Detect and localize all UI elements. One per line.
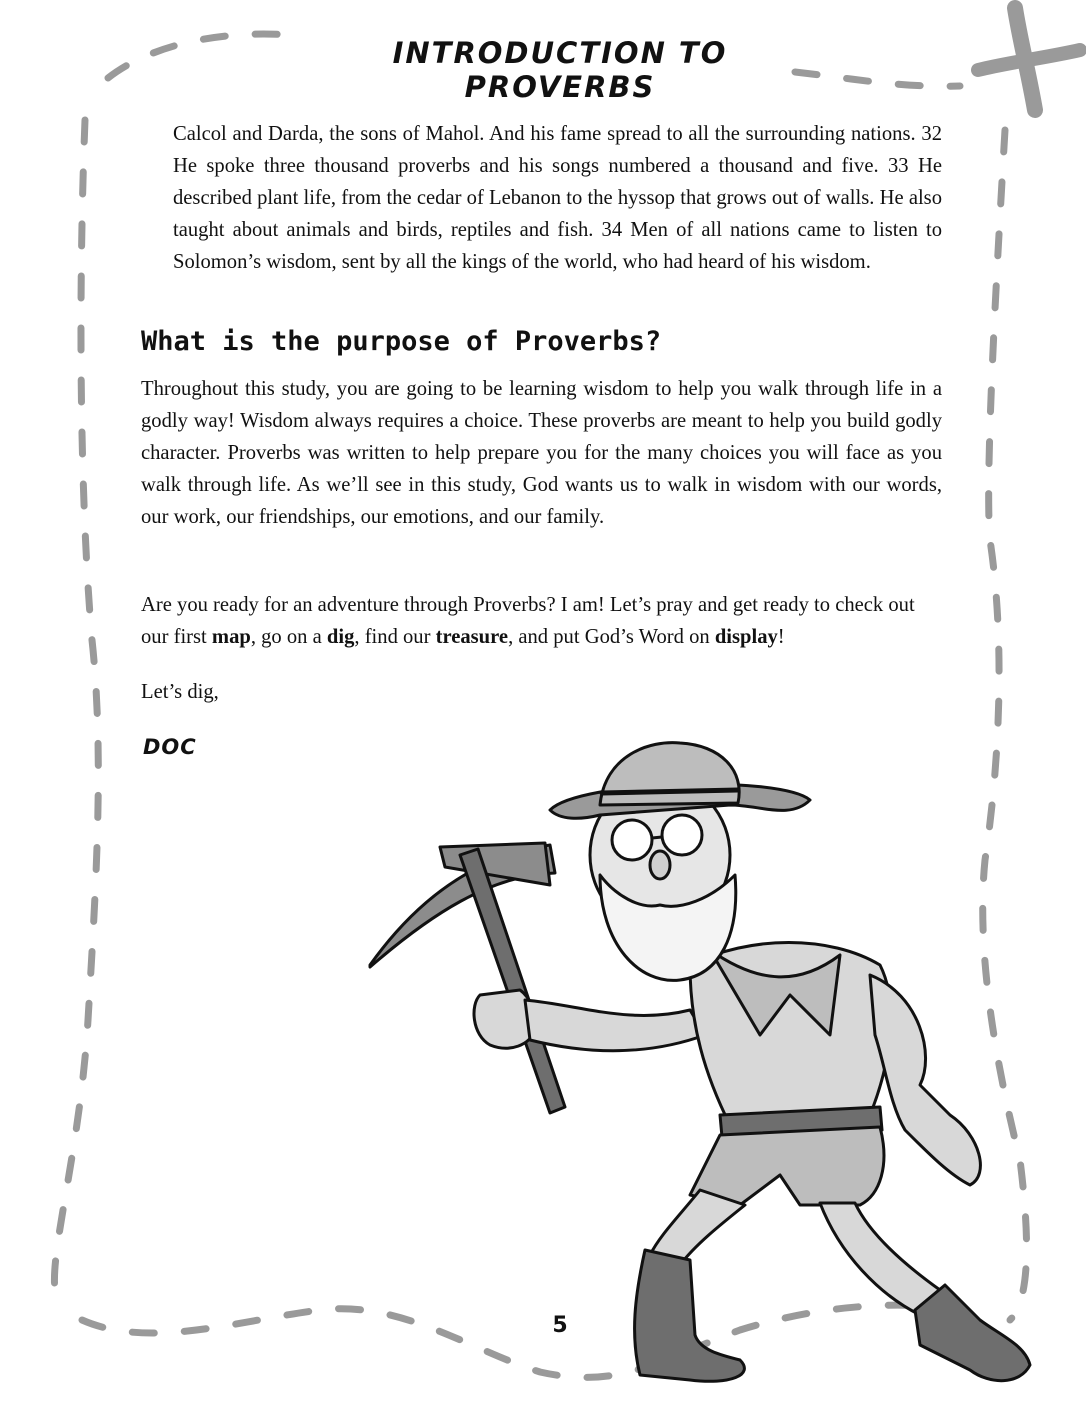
adventure-text-5: ! — [777, 626, 785, 648]
glasses-right — [662, 815, 702, 855]
word-treasure: treasure — [435, 626, 509, 648]
hat-crown — [600, 743, 739, 805]
adventure-text-3: , find our — [354, 626, 436, 648]
x-mark-icon — [978, 8, 1080, 110]
right-boot — [915, 1285, 1030, 1381]
arm — [525, 1000, 705, 1051]
scripture-quote: Calcol and Darda, the sons of Mahol. And his fame spread to all the surrounding nations. 32 He spoke three thousand proverbs and his songs numbered a thousand and five. 33 He described plant life, from the cedar of Lebanon to the hyssop that grows out of walls. He also taught about animals and birds, reptiles and fish. 34 Men of all nations came to listen to Solomon’s wisdom, sent by all the kings of the world, who had heard of his wisdom. — [173, 123, 942, 273]
adventure-text-2: , go on a — [250, 626, 327, 648]
signoff-line: Let’s dig, — [141, 681, 219, 703]
explorer-doc-illustration — [360, 735, 1040, 1403]
adventure-text-4: , and put God’s Word on — [508, 626, 715, 648]
border-left-path — [54, 120, 98, 1290]
adventure-paragraph — [141, 589, 942, 653]
adventure-text-1: Are you ready for an adventure through Proverbs? I am! Let’s pray and get ready to check out our first — [141, 594, 915, 648]
border-top-left-path — [108, 34, 290, 78]
word-display: display — [714, 626, 778, 648]
right-arm — [870, 975, 980, 1185]
pickaxe-handle — [460, 849, 565, 1113]
word-dig: dig — [326, 626, 355, 648]
signature: DOC — [143, 735, 197, 759]
page-title: INTRODUCTION TO PROVERBS — [392, 36, 728, 104]
purpose-paragraph: Throughout this study, you are going to be learning wisdom to help you walk through life in a godly way! Wisdom always requires a choice. These proverbs are meant to help you build godly character. Proverbs was written to help prepare you for the many choices you will face as you walk through life. As we’ll see in this study, God wants us to walk in wisdom with our words, our work, our friendships, our emotions, and our family. — [141, 378, 942, 528]
word-map: map — [211, 626, 251, 648]
right-leg — [820, 1203, 940, 1315]
page-number: 5 — [552, 1313, 568, 1338]
section-heading: What is the purpose of Proverbs? — [141, 326, 662, 357]
left-boot — [635, 1250, 745, 1381]
nose — [650, 851, 670, 879]
shorts — [690, 1127, 884, 1205]
glasses-left — [612, 820, 652, 860]
